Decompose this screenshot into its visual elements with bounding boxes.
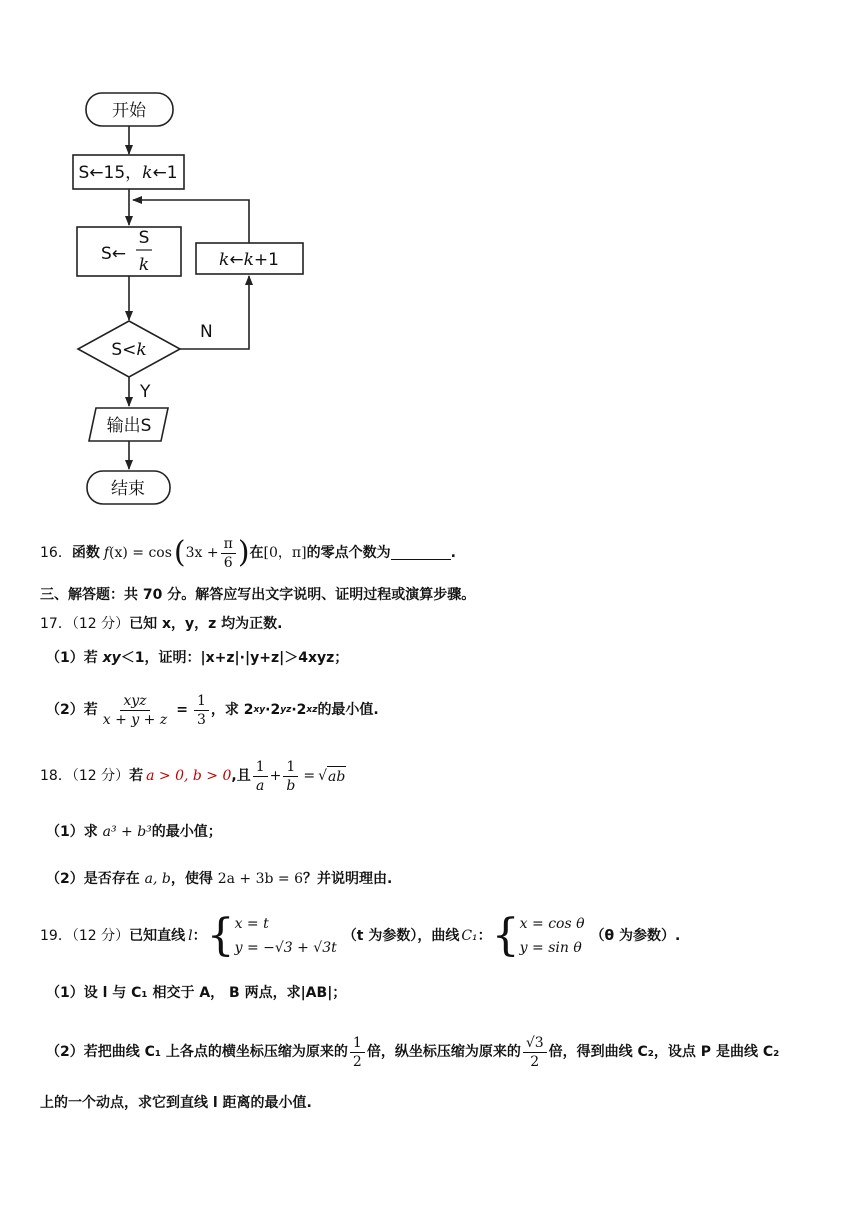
q17-p2-dot2: ·2 — [291, 702, 307, 718]
q16-paren-open: ( — [173, 535, 186, 570]
q16-expr: (x) = cos — [109, 545, 172, 561]
q19-brace-line: { — [206, 910, 235, 961]
q18-number: 18．（12 分） — [40, 768, 130, 784]
q17-p2-dot1: ·2 — [265, 702, 281, 718]
q17-p2-rhs: $\frac{1}{3}$ — [194, 692, 209, 729]
q19-param2: （θ 为参数）. — [590, 928, 681, 944]
q18-condition: a > 0, b > 0 — [146, 768, 232, 784]
q18-frac1: $\frac{1}{a}$ — [253, 758, 268, 795]
q19-curve: C₁ — [461, 928, 478, 944]
q19-line-system — [235, 912, 337, 960]
q18-p1-end: 的最小值； — [151, 824, 222, 840]
question-19-part1: （1）设 l 与 C₁ 相交于 A， B 两点，求|AB|； — [46, 985, 347, 1001]
init-label: S←15，k←1 — [78, 163, 178, 183]
q18-p2-label: （2）是否存在 — [46, 871, 140, 887]
q19-p2-a: （2）若把曲线 C₁ 上各点的横坐标压缩为原来的 — [46, 1044, 348, 1060]
q19-p2-b: 倍，纵坐标压缩为原来的 — [366, 1044, 521, 1060]
q18-sqrt-symbol: √ — [318, 768, 327, 784]
q19-brace-curve: { — [491, 910, 520, 961]
assign-denominator: k — [138, 255, 150, 275]
q16-text3: 的零点个数为 — [306, 545, 391, 561]
end-label: 结束 — [111, 479, 145, 499]
q19-eq-cx: x = cos θ — [519, 916, 585, 932]
question-16 — [40, 533, 456, 573]
q18-p2-vars: a, b — [144, 871, 171, 887]
question-18-part2 — [46, 869, 392, 889]
question-18-part1 — [46, 822, 222, 842]
question-19-part2 — [46, 1030, 779, 1074]
q19-colon2: ： — [477, 928, 492, 944]
question-17-intro — [40, 614, 282, 634]
q19-param1: （t 为参数），曲线 — [342, 928, 460, 944]
q18-plus: + — [269, 768, 282, 784]
q19-eq-cy: y = sin θ — [519, 940, 582, 956]
output-label: 输出S — [106, 416, 152, 436]
q16-func: f — [103, 545, 110, 561]
q18-p2-end: ？并说明理由. — [303, 871, 393, 887]
q16-answer-blank — [391, 547, 451, 560]
q17-p2-exp2: yz — [280, 705, 292, 715]
q17-p1-text: ＜1，证明：|x+z|·|y+z|＞4xyz； — [120, 650, 349, 666]
q16-pi-fraction: $\frac{\pi}{6}$ — [221, 535, 236, 572]
q17-p1-cond: xy — [102, 650, 121, 666]
no-label: N — [200, 322, 213, 342]
q19-number: 19．（12 分） — [40, 928, 130, 944]
q16-interval: [0，π] — [263, 545, 307, 561]
q16-inner: 3x + — [185, 545, 219, 561]
q18-p1-expr: a³ + b³ — [102, 824, 152, 840]
question-19-part2-cont: 上的一个动点，求它到直线 l 距离的最小值. — [40, 1095, 312, 1111]
q19-root3-half: $\frac{√3}{2}$ — [523, 1034, 547, 1071]
q17-p2-end: 的最小值. — [317, 702, 379, 718]
q18-p1-label: （1）求 — [46, 824, 98, 840]
q19-eq-x: x = t — [234, 916, 269, 932]
q17-p2-exp3: xz — [306, 705, 318, 715]
q16-end: . — [450, 545, 456, 561]
q16-text2: 在 — [249, 545, 264, 561]
section-3-heading: 三、解答题：共 70 分。解答应写出文字说明、证明过程或演算步骤。 — [40, 587, 476, 603]
q17-p2-label: （2）若 — [46, 702, 98, 718]
q18-frac2: $\frac{1}{b}$ — [283, 758, 298, 795]
q19-text1: 已知直线 — [129, 928, 186, 944]
q18-text2: ,且 — [231, 768, 251, 784]
q17-number: 17．（12 分） — [40, 616, 130, 632]
start-label: 开始 — [112, 101, 146, 121]
q19-curve-system — [520, 912, 585, 960]
increment-label: k←k+1 — [219, 250, 279, 270]
assign-node — [77, 227, 181, 276]
q16-text1: 函数 — [71, 545, 100, 561]
q16-number: 16． — [40, 545, 72, 561]
question-18 — [40, 754, 346, 798]
question-17-part1 — [46, 648, 348, 668]
q18-p2-expr: 2a + 3b = 6 — [217, 871, 304, 887]
q17-p1-label: （1）若 — [46, 650, 98, 666]
assign-label: S← — [101, 244, 127, 264]
flowchart — [0, 0, 868, 520]
q18-p2-mid: ，使得 — [170, 871, 213, 887]
q19-half: $\frac{1}{2}$ — [350, 1034, 365, 1071]
question-17-part2 — [46, 688, 379, 732]
yes-label: Y — [140, 382, 151, 402]
q17-p2-fraction: $\frac{\text{xyz}}{x + y + z}$ — [102, 692, 168, 728]
condition-label: S<k — [111, 340, 147, 360]
q18-eq: = — [303, 768, 316, 784]
q18-sqrt: ab — [327, 766, 346, 787]
q17-p2-eq: = — [176, 702, 188, 718]
q18-text1: 若 — [129, 768, 144, 784]
q19-eq-y: y = −√3 + √3t — [234, 940, 337, 956]
q19-p2-c: 倍，得到曲线 C₂，设点 P 是曲线 C₂ — [548, 1044, 780, 1060]
q17-p2-exp1: xy — [253, 705, 266, 715]
assign-numerator: S — [138, 228, 150, 248]
question-19 — [40, 908, 680, 964]
q19-line-name: l — [188, 928, 193, 944]
q16-paren-close: ) — [237, 535, 250, 570]
q17-p2-text: ，求 2 — [210, 702, 254, 718]
q17-intro: 已知 x，y，z 均为正数. — [129, 616, 283, 632]
q19-colon: ： — [192, 928, 207, 944]
